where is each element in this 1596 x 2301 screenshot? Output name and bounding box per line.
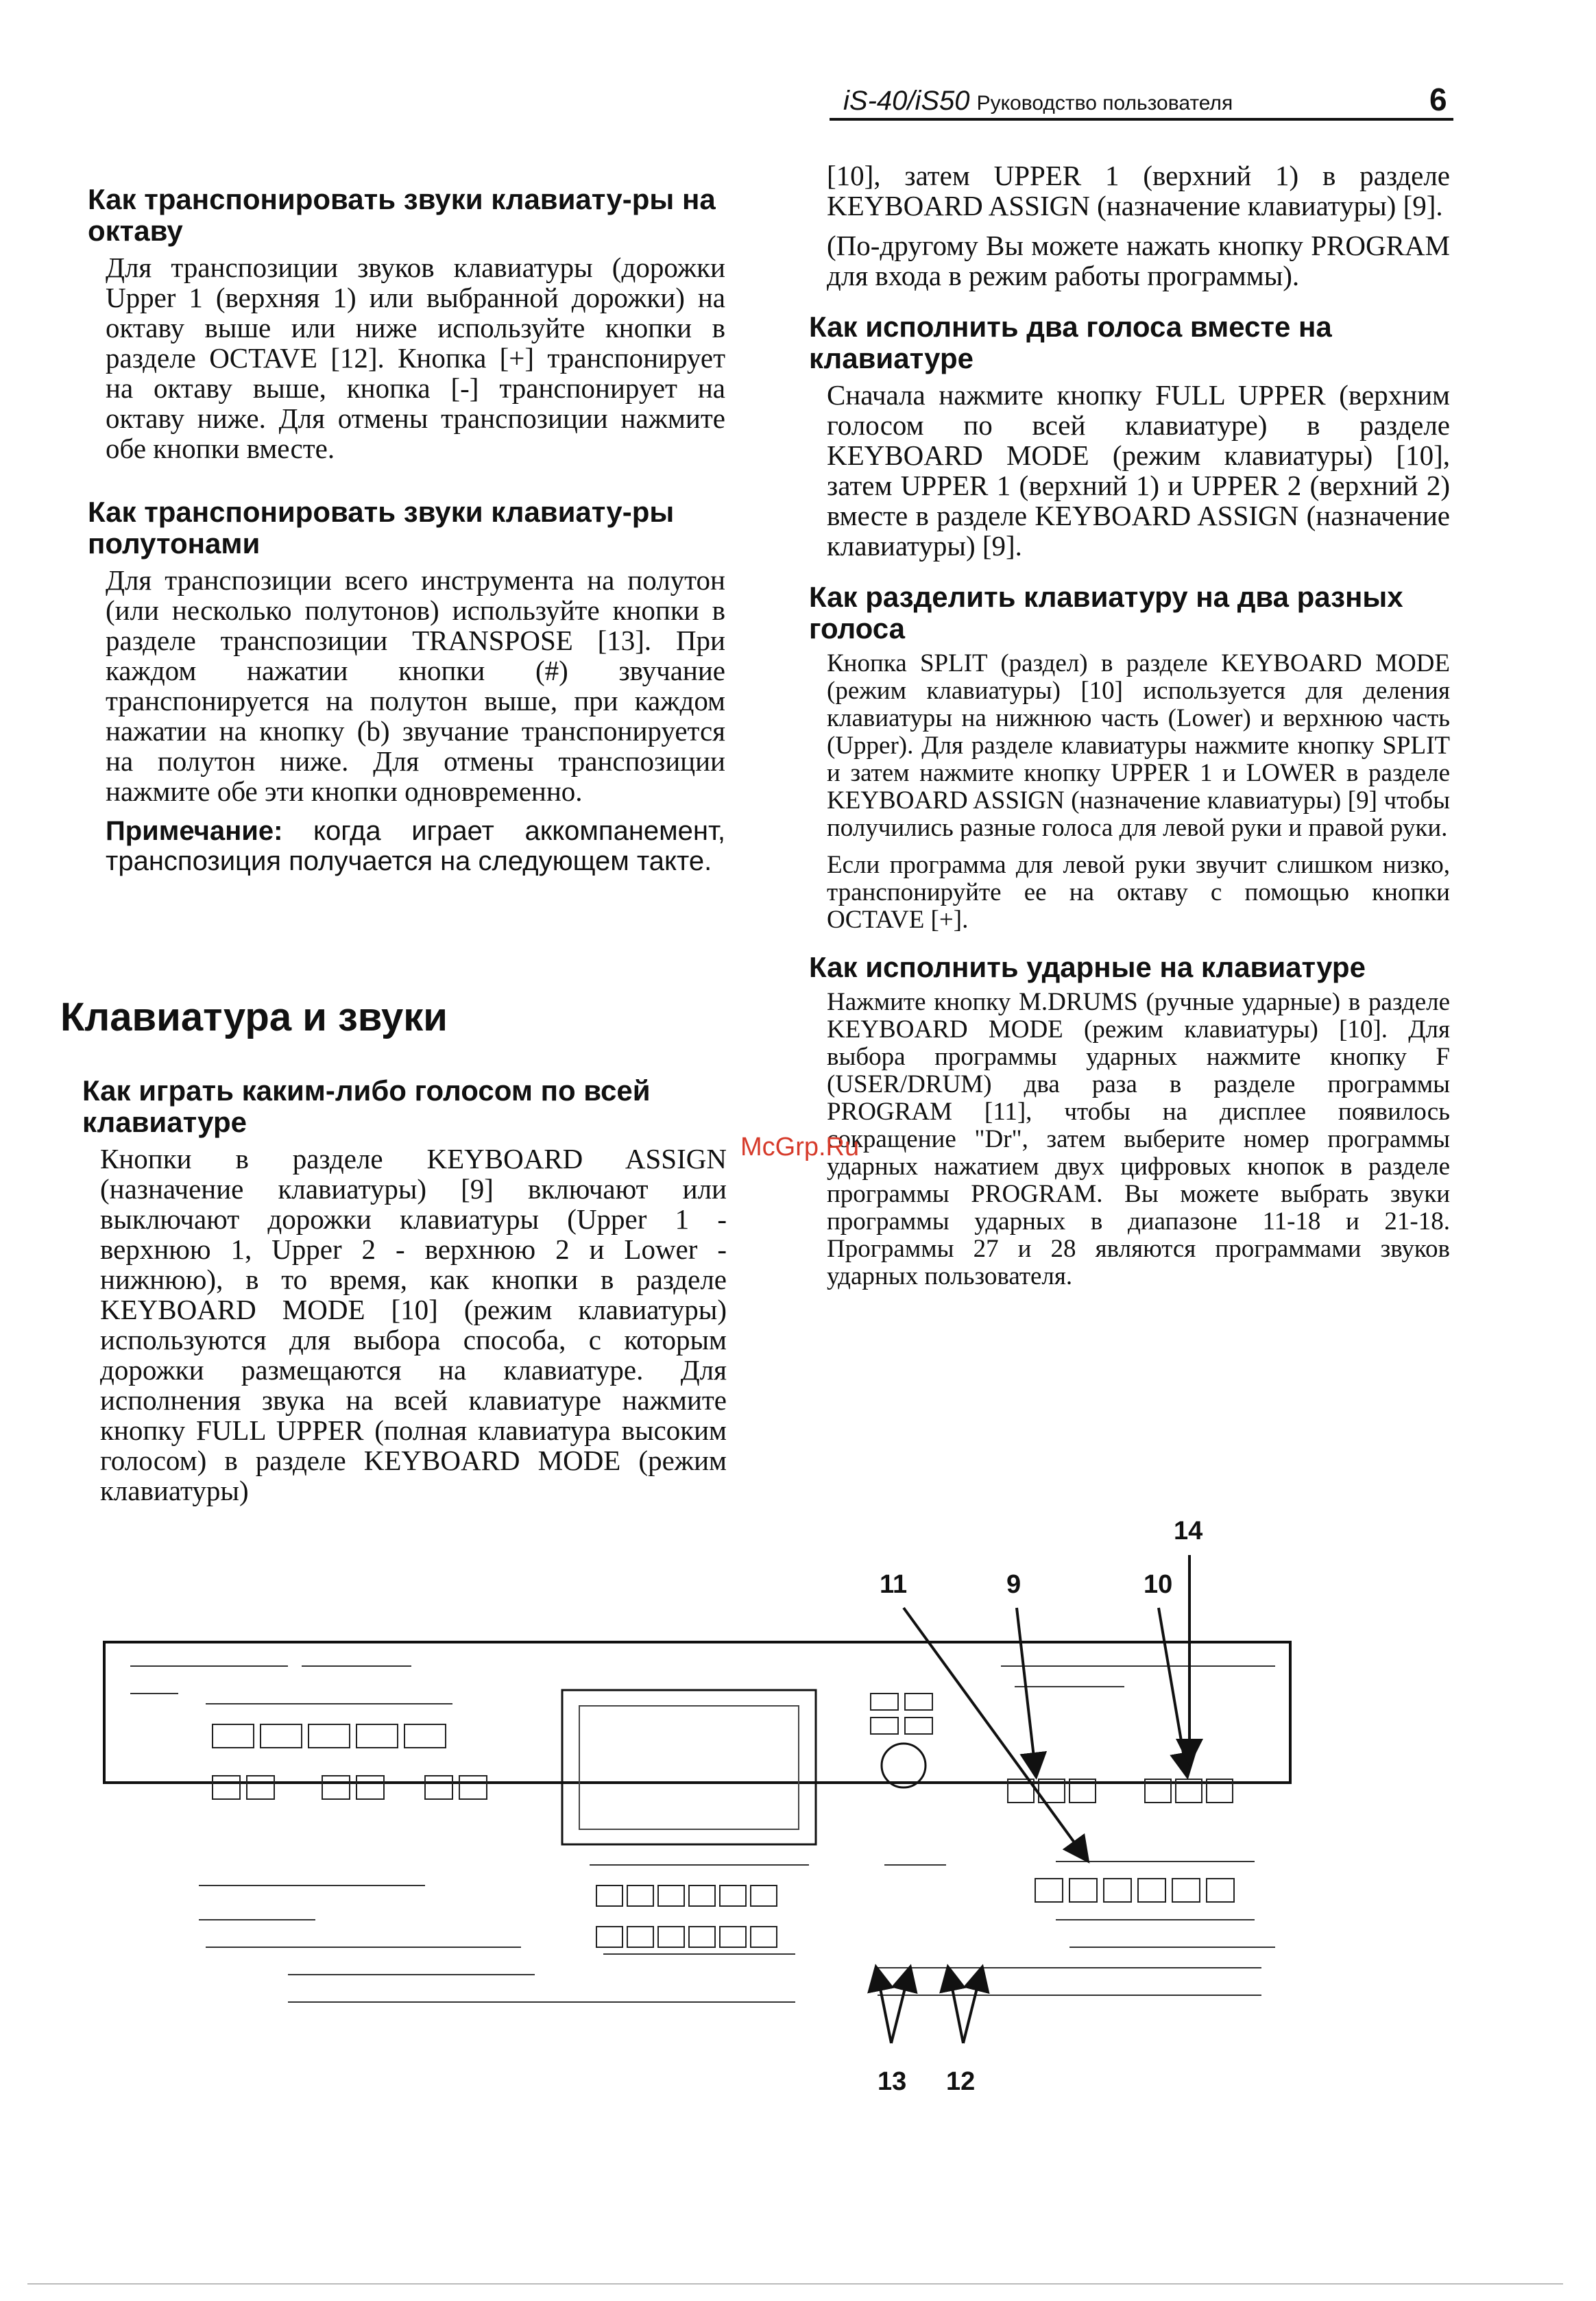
paragraph-octave: Для транспозиции звуков клавиатуры (дорожки Upper 1 (верхняя 1) или выбранной дорожки) на октаву выше или ниже используйте кнопки в разделе OCTAVE [12]. Кнопка [+] транспонирует на октаву выше, кнопка [-] транспонирует на октаву ниже. Для отмены транспозиции нажмите обе кнопки вместе. <box>106 252 725 464</box>
note-label: Примечание: <box>106 816 283 846</box>
callout-11: 11 <box>880 1570 908 1599</box>
panel-markings <box>130 1666 1275 2002</box>
arrow-11 <box>904 1608 1083 1855</box>
callout-9: 9 <box>1006 1570 1021 1599</box>
paragraph-continued-1: [10], затем UPPER 1 (верхний 1) в разделе KEYBOARD ASSIGN (назначение клавиатуры) [9]. <box>827 160 1450 221</box>
section-title: Клавиатура и звуки <box>60 995 448 1039</box>
panel-buttons <box>213 1694 1234 1947</box>
display-screen <box>562 1690 816 1844</box>
callout-13: 13 <box>878 2067 907 2096</box>
data-dial <box>882 1744 926 1787</box>
panel-outline <box>104 1642 1290 1783</box>
heading-full-keyboard: Как играть каким-либо голосом по всей клавиатуре <box>82 1074 651 1138</box>
callout-10: 10 <box>1144 1570 1173 1599</box>
paragraph-two-voices: Сначала нажмите кнопку FULL UPPER (верхним голосом по всей клавиатуре) в разделе KEYBOARD MODE (режим клавиатуры) [10], затем UPPER 1 (верхний 1) и UPPER 2 (верхний 2) вместе в разделе KEYBOARD ASSIGN (назначение клавиатуры) [9]. <box>827 379 1450 562</box>
paragraph-semitone: Для транспозиции всего инструмента на полутон (или несколько полутонов) используйте кнопки в разделе транспозиции TRANSPOSE [13]. При каждом нажатии кнопки (#) звучание транспонируется на полутон выше, при каждом нажатии на кнопку (b) звучание транспонируется на полутон ниже. Для отмены транспозиции нажмите обе эти кнопки одновременно. <box>106 564 725 807</box>
arrow-12b <box>963 1975 980 2043</box>
heading-semitone: Как транспонировать звуки клавиату-ры полутонами <box>88 496 675 559</box>
model-name: iS-40/iS50 <box>843 86 970 116</box>
callout-12: 12 <box>946 2067 976 2096</box>
callout-14: 14 <box>1174 1517 1203 1545</box>
arrow-9 <box>1017 1608 1035 1769</box>
heading-octave: Как транспонировать звуки клавиату-ры на октаву <box>88 183 716 247</box>
page-number: 6 <box>1429 82 1447 117</box>
heading-drums: Как исполнить ударные на клавиатуре <box>809 951 1366 983</box>
manual-subtitle: Руководство пользователя <box>976 92 1233 115</box>
paragraph-drums: Нажмите кнопку M.DRUMS (ручные ударные) в разделе KEYBOARD MODE (режим клавиатуры) [10]. Для выбора программы ударных нажмите кнопку F (USER/DRUM) два раза в разделе программы PROGRAM [11], чтобы на дисплее появилось сокращение "Dr", затем выберите номер программы ударных нажатием двух цифровых кнопок в разделе программы PROGRAM. Вы можете выбрать звуки программы ударных в диапазоне 11-18 и 21-18. Программы 27 и 28 являются программами звуков ударных пользователя. <box>827 988 1450 1290</box>
arrow-12a <box>950 1975 963 2043</box>
arrow-13a <box>878 1975 891 2043</box>
paragraph-full-keyboard: Кнопки в разделе KEYBOARD ASSIGN (назначение клавиатуры) [9] включают или выключают дорожки клавиатуры (Upper 1 - верхнюю 1, Upper 2 - верхнюю 2 и Lower - нижнюю), в то время, как кнопки в разделе KEYBOARD MODE [10] (режим клавиатуры) используются для выбора способа, с которым дорожки размещаются на клавиатуре. Для исполнения звука на всей клавиатуре нажмите кнопку FULL UPPER (полная клавиатура высоким голосом) в разделе KEYBOARD MODE (режим клавиатуры) <box>100 1143 727 1506</box>
watermark: McGrp.Ru <box>740 1133 860 1161</box>
paragraph-continued-2: (По-другому Вы можете нажать кнопку PROGRAM для входа в режим работы программы). <box>827 230 1450 291</box>
heading-split: Как разделить клавиатуру на два разных голоса <box>809 581 1403 644</box>
arrow-10 <box>1159 1608 1186 1769</box>
note-text: когда играет аккомпанемент, транспозиция получается на следующем такте. <box>106 816 725 876</box>
bottom-rule <box>27 2283 1563 2285</box>
paragraph-split: Кнопка SPLIT (раздел) в разделе KEYBOARD MODE (режим клавиатуры) [10] используется для деления клавиатуры на нижнюю часть (Lower) и верхнюю часть (Upper). Для разделе клавиатуры нажмите кнопку SPLIT и затем нажмите кнопку UPPER 1 и LOWER в разделе KEYBOARD ASSIGN (назначение клавиатуры) [9] чтобы получились разные голоса для левой руки и правой руки. <box>827 649 1450 842</box>
arrow-13b <box>891 1975 908 2043</box>
heading-two-voices: Как исполнить два голоса вместе на клавиатуре <box>809 311 1332 374</box>
paragraph-split-octave: Если программа для левой руки звучит слишком низко, транспонируйте ее на октаву с помощью кнопки OCTAVE [+]. <box>827 851 1450 934</box>
